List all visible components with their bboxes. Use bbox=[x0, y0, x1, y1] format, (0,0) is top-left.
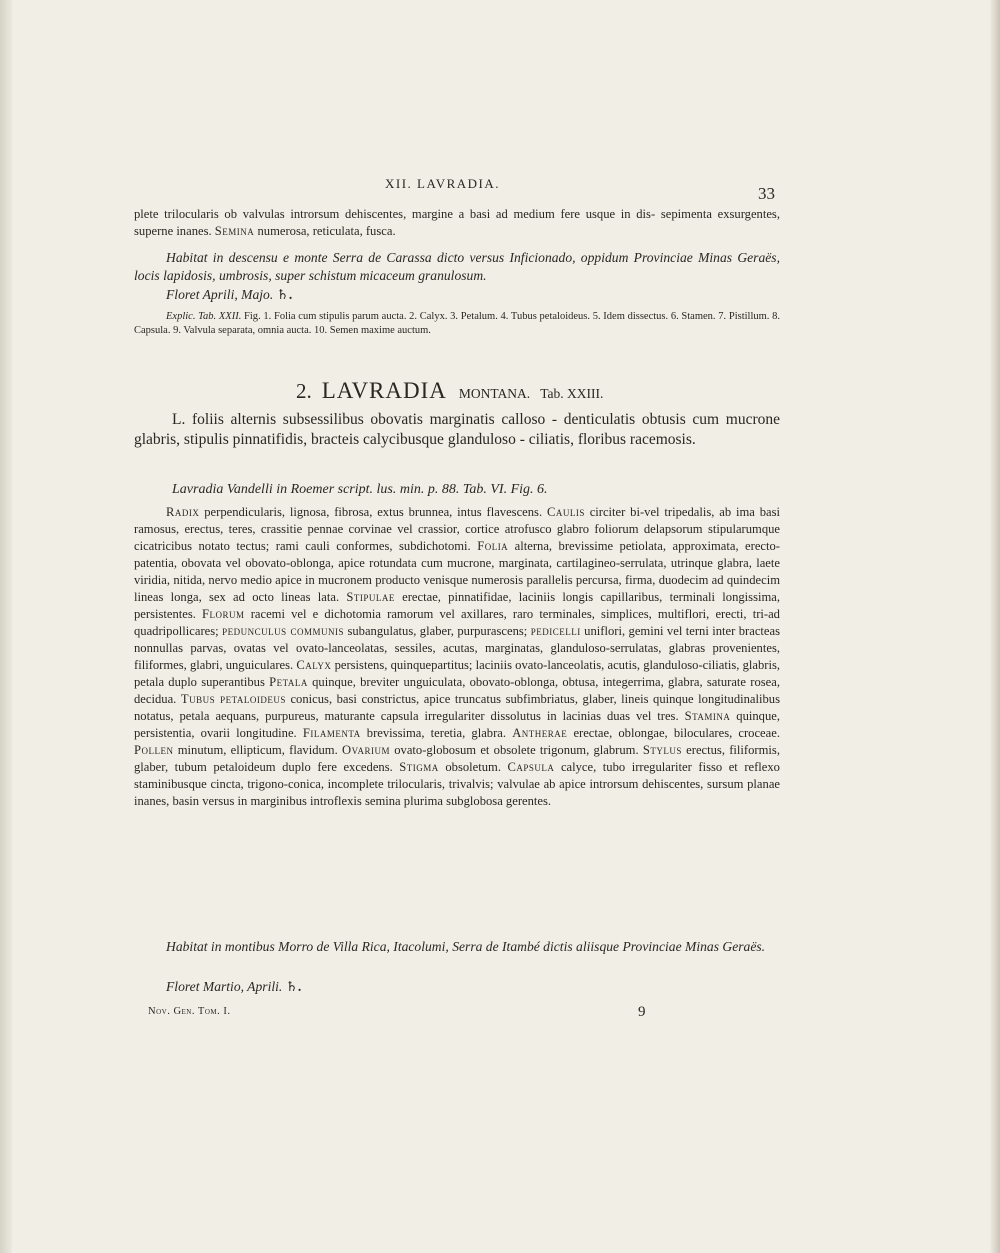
synonym-block bbox=[134, 480, 780, 500]
explic-label: Explic. Tab. XXII. bbox=[166, 311, 242, 322]
habitat-1 bbox=[134, 249, 780, 285]
page-header bbox=[0, 176, 1000, 204]
calyx-text: persistens, quinquepartitus; laciniis ovato-lanceolatis, acutis, glanduloso-ciliatis, glabris, petala duplo superantibus bbox=[134, 658, 780, 689]
ovarium-label: Ovarium bbox=[342, 743, 390, 757]
semina-line-2b: numerosa, reticulata, fusca. bbox=[257, 224, 396, 238]
florum-text: racemi vel e dichotomia ramorum vel axillares, raro terminales, simplices, multiflori, erecti, tri-ad quadripollicares; bbox=[134, 607, 780, 638]
antherae-text: erectae, oblongae, biloculares, croceae. bbox=[573, 726, 780, 740]
description-block bbox=[134, 504, 780, 810]
semina-line-1: plete trilocularis ob valvulas introrsum dehiscentes, margine a basi ad medium fere usque in dis- bbox=[134, 207, 656, 221]
caulis-text: circiter bi-vel tripedalis, ab ima basi ramosus, erectus, teres, crassitie pennae corvinae vel crassior, cortice atrofusco glabro foliorum delapsorum stipularumque cicatricibus notato tectus; rami cauli conformes, subdichotomi. bbox=[134, 505, 780, 553]
folia-text: alterna, brevissime petiolata, approximata, erecto-patentia, obovata vel obovato-oblonga, apice rotundata cum mucrone, marginata, cartilagineo-serrulata, utrinque glabra, laete viridia, nitida, nervo medio apice in mucronem producto venisque numerosis parallelis percursa, firma, duodecim ad quindecim lineas longa, sex ad octo lineas lata. bbox=[134, 539, 781, 604]
pedunculus-label: pedunculus communis bbox=[222, 624, 345, 638]
saturn-symbol-icon: ♄. bbox=[276, 287, 293, 302]
semina-label: Semina bbox=[214, 224, 255, 238]
diagnosis: L. foliis alternis subsessilibus obovatis marginatis calloso - denticulatis obtusis cum mucrone glabris, stipulis pinnatifidis, bracteis calycibusque glanduloso - ciliatis, floribus racemosis. bbox=[134, 411, 780, 448]
stipulae-text: erectae, pinnatifidae, laciniis longis capillaribus, terminali longissima, persistentes. bbox=[134, 590, 781, 621]
floret-1 bbox=[134, 286, 780, 303]
floret-text-1: Floret Aprili, Majo. bbox=[166, 287, 274, 302]
pedunculus-text: subangulatus, glaber, purpurascens; bbox=[347, 624, 528, 638]
pedicelli-label: pedicelli bbox=[530, 624, 581, 638]
tubus-text: conicus, basi constrictus, apice truncatus subfimbriatus, glaber, lineis quinque longitudinalibus notatus, petala aequans, purpureus, maturante capsula irregulariter dissolutus in lacinias duas vel tres. bbox=[134, 692, 781, 723]
diagnosis-block bbox=[134, 410, 780, 450]
synonym: Lavradia Vandelli in Roemer script. lus. min. p. 88. Tab. VI. Fig. 6. bbox=[172, 482, 548, 497]
stylus-label: Stylus bbox=[642, 743, 682, 757]
filamenta-text: brevissima, teretia, glabra. bbox=[366, 726, 507, 740]
page-number: 33 bbox=[758, 184, 775, 203]
floret-text-2: Floret Martio, Aprili. bbox=[166, 979, 283, 994]
folia-label: Folia bbox=[477, 539, 509, 553]
petala-label: Petala bbox=[269, 675, 308, 689]
description-paragraph bbox=[134, 504, 780, 810]
filamenta-label: Filamenta bbox=[302, 726, 361, 740]
pollen-label: Pollen bbox=[134, 743, 174, 757]
semina-paragraph bbox=[134, 206, 780, 240]
explic-paragraph bbox=[134, 310, 780, 338]
habitat-2 bbox=[134, 938, 780, 956]
species-epithet: MONTANA. bbox=[458, 386, 531, 401]
saturn-symbol-icon: ♄. bbox=[285, 979, 302, 994]
capsula-label: Capsula bbox=[507, 760, 555, 774]
stigma-text: obsoletum. bbox=[445, 760, 501, 774]
semina-line-2a: sepimenta exsurgentes, superne inanes. bbox=[134, 207, 780, 238]
radix-label: Radix bbox=[166, 505, 200, 519]
stipulae-label: Stipulae bbox=[346, 590, 395, 604]
species-number: 2. bbox=[296, 379, 312, 403]
page-footer bbox=[148, 1004, 788, 1028]
signature-number: 9 bbox=[638, 1004, 646, 1020]
petala-text: quinque, breviter unguiculata, obovato-oblonga, obtusa, integerrima, glabra, saturate rosea, decidua. bbox=[134, 675, 780, 706]
stamina-label: Stamina bbox=[684, 709, 731, 723]
calyx-label: Calyx bbox=[296, 658, 332, 672]
florum-label: Florum bbox=[202, 607, 245, 621]
explic-text: Fig. 1. Folia cum stipulis parum aucta. 2. Calyx. 3. Petalum. 4. Tubus petaloideus. 5. Idem dissectus. 6. Stamen. 7. Pistillum. 8. Capsula. 9. Valvula separata, omnia aucta. 10. Semen maxime auctum. bbox=[134, 311, 780, 336]
running-title: XII. LAVRADIA. bbox=[385, 176, 501, 191]
capsula-text: calyce, tubo irregulariter fisso et reflexo staminibusque cincta, trigono-conica, incomplete trilocularis, trivalvis; valvulae ab apice introrsum dehiscentes, sursum planae inanes, basin versus in marginibus introflexis semina plurima subglobosa gerentes. bbox=[134, 760, 780, 808]
pollen-text: minutum, ellipticum, flavidum. bbox=[177, 743, 338, 757]
species-heading bbox=[296, 378, 603, 404]
antherae-label: Antherae bbox=[512, 726, 568, 740]
stamina-text: quinque, persistentia, ovarii longitudine. bbox=[134, 709, 781, 740]
species-plate: Tab. XXIII. bbox=[540, 386, 604, 401]
tubus-label: Tubus petaloideus bbox=[180, 692, 286, 706]
signature-mark: Nov. Gen. Tom. I. bbox=[148, 1006, 231, 1017]
habitat-text-2: Habitat in montibus Morro de Villa Rica, Itacolumi, Serra de Itambé dictis aliisque Provinciae Minas Geraës. bbox=[166, 939, 766, 954]
caulis-label: Caulis bbox=[546, 505, 585, 519]
species-genus: LAVRADIA bbox=[321, 378, 447, 403]
ovarium-text: ovato-globosum et obsolete trigonum, glabrum. bbox=[394, 743, 639, 757]
pedicelli-text: uniflori, gemini vel terni inter bracteas nonnullas parvas, ovatas vel ovato-lanceolatas, sessiles, acutas, marginatas, glanduloso-serrulatas, glabras provenientes, filiformes, glabri, unguiculares. bbox=[134, 624, 781, 672]
radix-text: perpendicularis, lignosa, fibrosa, extus brunnea, intus flavescens. bbox=[204, 505, 543, 519]
floret-2 bbox=[134, 978, 780, 995]
habitat-text-1: Habitat in descensu e monte Serra de Carassa dicto versus Inficionado, oppidum Provinciae Minas Geraës, locis lapidosis, umbrosis, super schistum micaceum granulosum. bbox=[134, 250, 780, 283]
stylus-text: erectus, filiformis, glaber, tubum petaloideum duplo fere excedens. bbox=[134, 743, 780, 774]
continued-description bbox=[134, 206, 780, 240]
stigma-label: Stigma bbox=[399, 760, 439, 774]
plate-explanation bbox=[134, 310, 780, 338]
